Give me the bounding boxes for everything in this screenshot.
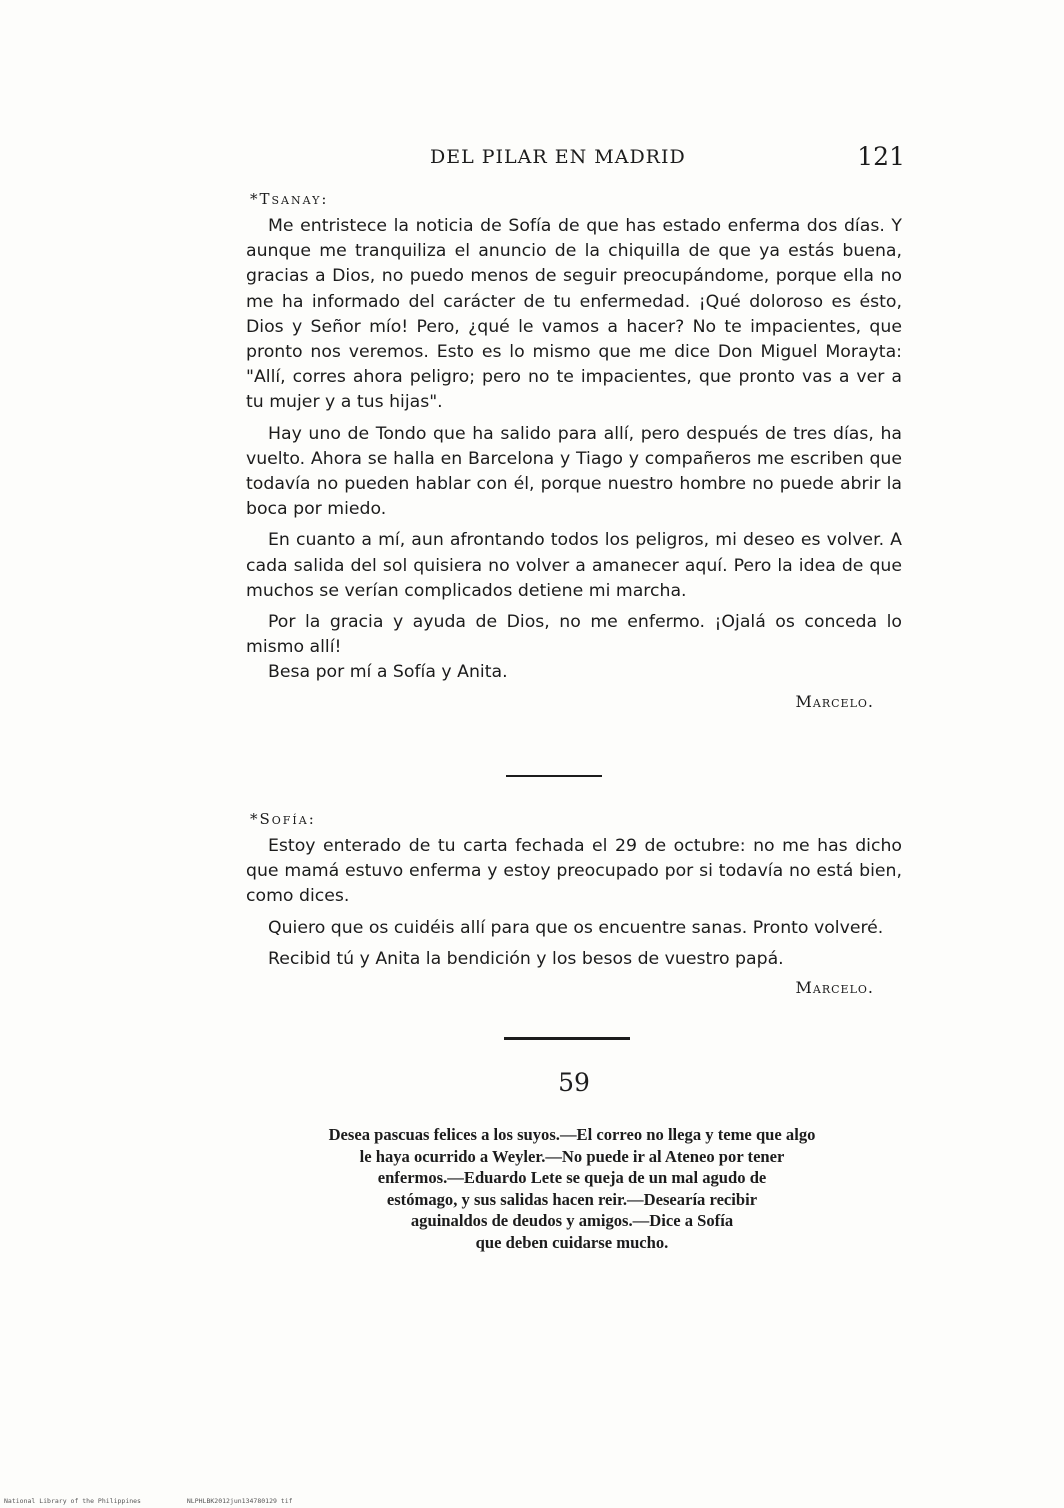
section-number: 59 bbox=[558, 1068, 590, 1097]
summary-line: le haya ocurrido a Weyler.—No puede ir al Ateneo por tener bbox=[359, 1146, 785, 1166]
section-summary bbox=[240, 1124, 904, 1253]
letter-paragraph: Me entristece la noticia de Sofía de que has estado enferma dos días. Y aunque me tranquiliza el anuncio de la chiquilla de que ya estás buena, gracias a Dios, no puedo menos de seguir preocupándome, porque ella no me ha informado del carácter de tu enfermedad. ¡Qué doloroso es ésto, Dios y Señor mío! Pero, ¿qué le vamos a hacer? No te impacientes, que pronto nos veremos. Esto es lo mismo que me dice Don Miguel Morayta: "Allí, corres ahora peligro; pero no te impacientes, que pronto vas a ver a tu mujer y a tus hijas". bbox=[246, 216, 902, 413]
letter-paragraph: En cuanto a mí, aun afrontando todos los peligros, mi deseo es volver. A cada salida del sol quisiera no volver a amanecer aquí. Pero la idea de que muchos se verían complicados detiene mi marcha. bbox=[246, 530, 902, 601]
letter-paragraph: Por la gracia y ayuda de Dios, no me enfermo. ¡Ojalá os conceda lo mismo allí! bbox=[246, 612, 902, 658]
section-divider bbox=[506, 775, 602, 777]
letter-salutation: *Tsanay: bbox=[250, 190, 329, 208]
letter-sofia bbox=[246, 810, 902, 997]
summary-line: Desea pascuas felices a los suyos.—El correo no llega y teme que algo bbox=[328, 1125, 816, 1144]
letter-paragraph: Recibid tú y Anita la bendición y los besos de vuestro papá. bbox=[268, 948, 784, 969]
letter-paragraph: Besa por mí a Sofía y Anita. bbox=[268, 662, 508, 683]
letter-signature: Marcelo. bbox=[795, 691, 874, 711]
scan-footer bbox=[4, 1497, 335, 1505]
running-head bbox=[430, 142, 905, 176]
letter-tsanay bbox=[246, 190, 902, 711]
summary-line: estómago, y sus salidas hacen reir.—Desearía recibir bbox=[386, 1189, 758, 1209]
section-divider bbox=[504, 1037, 630, 1040]
letter-paragraph: Hay uno de Tondo que ha salido para allí, pero después de tres días, ha vuelto. Ahora se halla en Barcelona y Tiago y compañeros me escriben que todavía no pueden hablar con él, porque nuestro hombre no puede abrir la boca por miedo. bbox=[246, 423, 902, 520]
summary-line: que deben cuidarse mucho. bbox=[475, 1232, 669, 1252]
summary-line: aguinaldos de deudos y amigos.—Dice a Sofía bbox=[410, 1211, 734, 1230]
page-number: 121 bbox=[857, 142, 905, 171]
letter-paragraph: Estoy enterado de tu carta fechada el 29 de octubre: no me has dicho que mamá estuvo enferma y estoy preocupado por si todavía no está bien, como dices. bbox=[246, 836, 902, 907]
letter-signature: Marcelo. bbox=[795, 978, 874, 998]
footer-library: National Library of the Philippines bbox=[4, 1497, 141, 1505]
summary-line: enfermos.—Eduardo Lete se queja de un mal agudo de bbox=[377, 1168, 767, 1187]
footer-file-id: NLPHLBK2012jun134780129 tif bbox=[186, 1497, 293, 1505]
letter-salutation: *Sofía: bbox=[250, 810, 316, 828]
running-title: DEL PILAR EN MADRID bbox=[430, 146, 686, 168]
letter-paragraph: Quiero que os cuidéis allí para que os encuentre sanas. Pronto volveré. bbox=[268, 917, 884, 938]
